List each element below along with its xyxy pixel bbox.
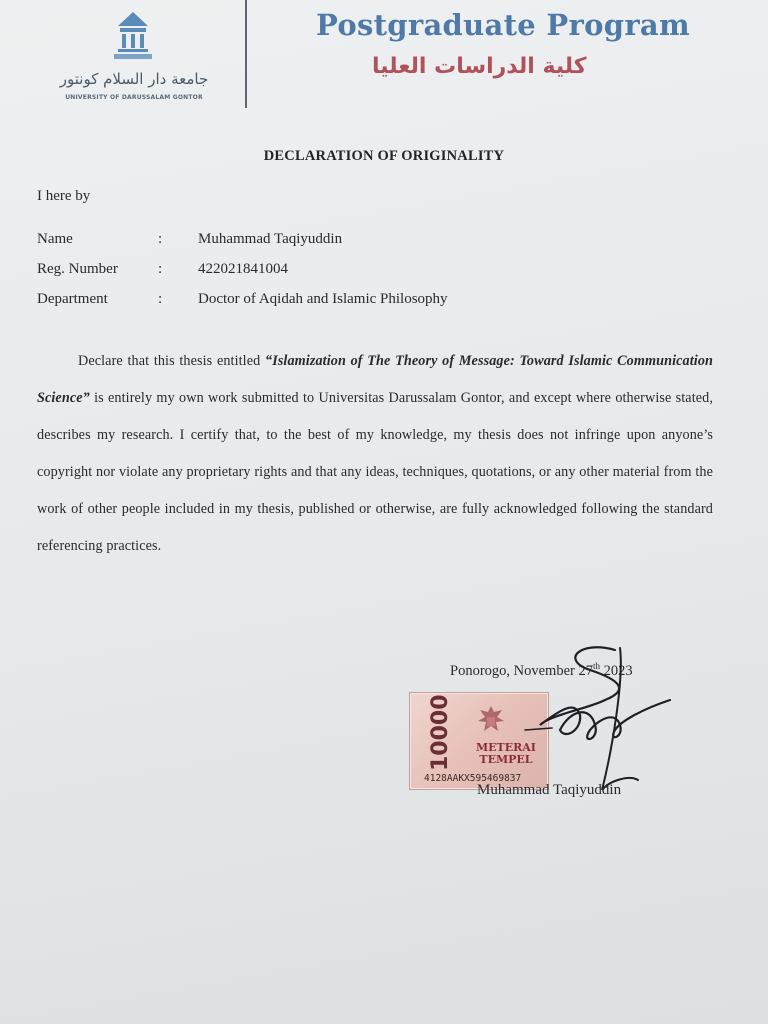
program-title-arabic: كلية الدراسات العليا: [372, 54, 587, 79]
stamp-serial: 4128AAKX595469837: [424, 773, 522, 784]
declaration-paragraph: [37, 343, 713, 565]
signer-name: Muhammad Taqiyuddin: [477, 782, 622, 798]
field-colon: :: [158, 231, 163, 247]
field-colon: :: [158, 261, 163, 277]
letterhead: [0, 0, 768, 120]
stamp-value: 10000: [428, 694, 453, 771]
field-value: 422021841004: [198, 261, 288, 277]
program-title: Postgraduate Program: [316, 8, 690, 42]
stamp-label: [476, 742, 536, 766]
garuda-emblem-icon: [474, 703, 508, 737]
field-label: Reg. Number: [37, 261, 118, 277]
intro-text: I here by: [37, 188, 91, 204]
stamp-label-line1: METERAI: [476, 741, 536, 754]
revenue-stamp: [409, 692, 549, 790]
paragraph-rest: is entirely my own work submitted to Universitas Darussalam Gontor, and except where otherwise stated, describes my research. I certify that, to the best of my knowledge, my thesis does not infringe upon anyone’s copyright nor violate any proprietary rights and that any ideas, techniques, quotations, or any other material from the work of other people included in my thesis, published or otherwise, are fully acknowledged following the standard referencing practices.: [37, 390, 713, 554]
field-colon: :: [158, 291, 163, 307]
field-value: Muhammad Taqiyuddin: [198, 231, 343, 247]
stamp-label-line2: TEMPEL: [479, 753, 533, 766]
university-logo: [44, 6, 224, 106]
place-and-date: [450, 661, 633, 680]
field-label: Department: [37, 291, 108, 307]
date-suffix: th: [592, 661, 600, 671]
field-value: Doctor of Aqidah and Islamic Philosophy: [198, 291, 448, 307]
paragraph-start: Declare that this thesis entitled: [78, 353, 265, 369]
document-title: DECLARATION OF ORIGINALITY: [263, 148, 505, 164]
thesis-title: “Islamization of The Theory of Message: Toward Islamic Communication Science”: [37, 353, 713, 406]
university-name-latin: UNIVERSITY OF DARUSSALAM GONTOR: [65, 94, 203, 101]
university-name-arabic: جامعة دار السلام كونتور: [59, 70, 209, 88]
university-emblem-icon: [108, 8, 158, 60]
place-date-text: Ponorogo, November 27: [450, 662, 593, 679]
field-label: Name: [37, 231, 73, 247]
year: 2023: [599, 662, 633, 679]
header-divider: [245, 0, 247, 108]
